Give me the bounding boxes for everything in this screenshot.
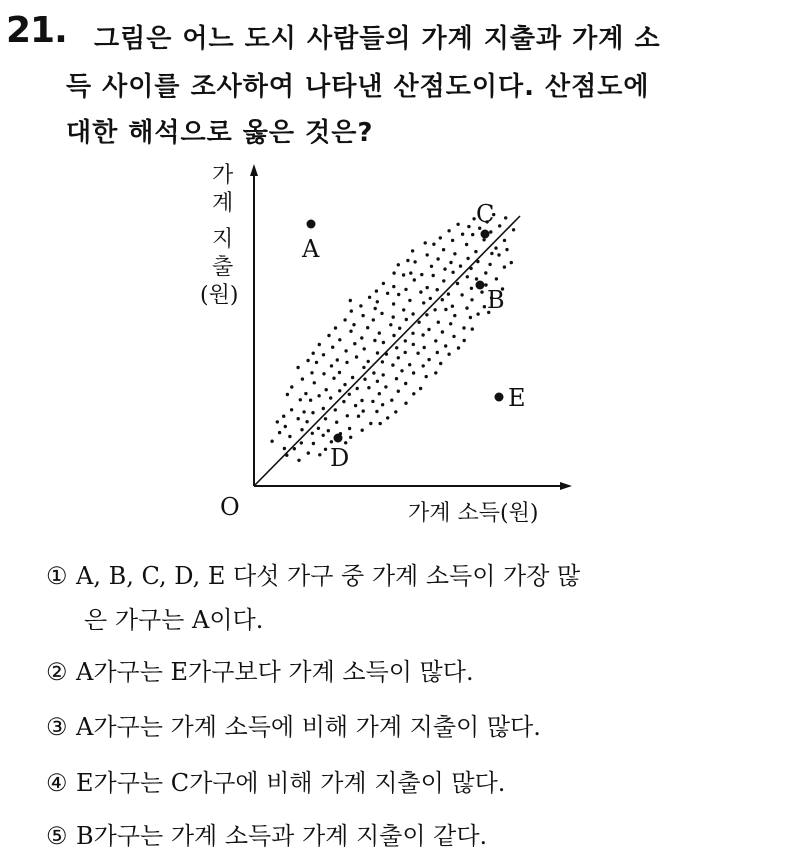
cloud-dot xyxy=(402,273,405,276)
cloud-dot xyxy=(306,359,309,362)
cloud-dot xyxy=(336,358,339,361)
cloud-dot xyxy=(376,380,379,383)
cloud-dot xyxy=(442,248,445,251)
cloud-dot xyxy=(404,288,407,291)
cloud-dot xyxy=(293,447,296,450)
cloud-dot xyxy=(300,441,303,444)
cloud-dot xyxy=(404,339,407,342)
cloud-dot xyxy=(421,333,424,336)
cloud-dot xyxy=(322,372,325,375)
cloud-dot xyxy=(425,375,428,378)
cloud-dot xyxy=(480,290,483,293)
choice-1-text: A, B, C, D, E 다섯 가구 중 가계 소득이 가장 많 xyxy=(76,562,581,590)
cloud-dot xyxy=(290,408,293,411)
cloud-dot xyxy=(382,282,385,285)
scatter-plot xyxy=(190,160,590,530)
cloud-dot xyxy=(439,236,442,239)
cloud-dot xyxy=(451,305,454,308)
cloud-dot xyxy=(433,308,436,311)
cloud-dot xyxy=(361,429,364,432)
cloud-dot xyxy=(427,358,430,361)
cloud-dot xyxy=(425,313,428,316)
cloud-dot xyxy=(411,312,414,315)
question-number: 21. xyxy=(6,10,67,51)
y-axis-label-char: 계 xyxy=(212,191,234,216)
cloud-dot xyxy=(441,298,444,301)
cloud-dot xyxy=(297,459,300,462)
cloud-dot xyxy=(382,373,385,376)
question-text-line-2: 득 사이를 조사하여 나타낸 산점도이다. 산점도에 xyxy=(66,72,650,102)
cloud-dot xyxy=(366,326,369,329)
cloud-dot xyxy=(331,346,334,349)
cloud-dot xyxy=(313,381,316,384)
cloud-dot xyxy=(349,330,352,333)
cloud-dot xyxy=(412,343,415,346)
cloud-dot xyxy=(330,440,333,443)
cloud-dot xyxy=(311,432,314,435)
cloud-dot xyxy=(315,361,318,364)
point-d-label: D xyxy=(330,444,350,472)
cloud-dot xyxy=(412,392,415,395)
cloud-dot xyxy=(363,347,366,350)
cloud-dot xyxy=(338,338,341,341)
cloud-dot xyxy=(338,371,341,374)
cloud-dot xyxy=(436,288,439,291)
cloud-dot xyxy=(495,277,498,280)
cloud-dot xyxy=(386,292,389,295)
cloud-dot xyxy=(317,394,320,397)
cloud-dot xyxy=(456,223,459,226)
trend-line xyxy=(254,216,520,486)
cloud-dot xyxy=(489,230,492,233)
cloud-dot xyxy=(392,285,395,288)
cloud-dot xyxy=(380,312,383,315)
cloud-dot xyxy=(441,330,444,333)
cloud-dot xyxy=(372,318,375,321)
cloud-dot xyxy=(409,271,412,274)
cloud-dot xyxy=(471,327,474,330)
cloud-dot xyxy=(351,376,354,379)
cloud-dot xyxy=(392,302,395,305)
cloud-dot xyxy=(327,334,330,337)
cloud-dot xyxy=(451,239,454,242)
cloud-dot xyxy=(360,399,363,402)
cloud-dot xyxy=(397,390,400,393)
cloud-dot xyxy=(488,263,491,266)
cloud-dot xyxy=(322,434,325,437)
cloud-dot xyxy=(394,410,397,413)
cloud-dot xyxy=(476,312,479,315)
choice-5-text: B가구는 가계 소득과 가계 지출이 같다. xyxy=(76,822,488,850)
cloud-dot xyxy=(374,307,377,310)
cloud-dot xyxy=(470,298,473,301)
cloud-dot xyxy=(483,305,486,308)
cloud-dot xyxy=(470,287,473,290)
choice-1-mark: ① xyxy=(46,562,68,590)
cloud-dot xyxy=(402,308,405,311)
y-axis-arrow xyxy=(250,164,258,176)
point-c-label: C xyxy=(476,200,495,228)
cloud-dot xyxy=(424,241,427,244)
cloud-dot xyxy=(357,415,360,418)
cloud-dot xyxy=(361,314,364,317)
cloud-dot xyxy=(330,364,333,367)
y-axis-label-char: 지 xyxy=(212,227,234,252)
cloud-dot xyxy=(463,339,466,342)
cloud-dot xyxy=(395,377,398,380)
cloud-dot xyxy=(318,343,321,346)
cloud-dot xyxy=(299,398,302,401)
choice-2-text: A가구는 E가구보다 가계 소득이 많다. xyxy=(76,658,474,686)
cloud-dot xyxy=(423,346,426,349)
cloud-dot xyxy=(451,271,454,274)
cloud-dot xyxy=(349,299,352,302)
cloud-dot xyxy=(434,339,437,342)
cloud-dot xyxy=(497,253,500,256)
cloud-dot xyxy=(459,264,462,267)
cloud-dot xyxy=(456,282,459,285)
cloud-dot xyxy=(322,353,325,356)
cloud-dot xyxy=(325,388,328,391)
cloud-dot xyxy=(404,351,407,354)
cloud-dot xyxy=(444,308,447,311)
cloud-dot xyxy=(329,396,332,399)
cloud-dot xyxy=(381,403,384,406)
cloud-dot xyxy=(395,346,398,349)
cloud-dot xyxy=(389,323,392,326)
cloud-dot xyxy=(465,306,468,309)
cloud-dot xyxy=(461,233,464,236)
cloud-dot xyxy=(436,351,439,354)
choice-4-text: E가구는 C가구에 비해 가계 지출이 많다. xyxy=(76,769,506,797)
cloud-dot xyxy=(309,399,312,402)
cloud-dot xyxy=(386,416,389,419)
choice-1-continued xyxy=(84,600,263,635)
cloud-dot xyxy=(457,346,460,349)
cloud-dot xyxy=(312,442,315,445)
question-text-line-1: 그림은 어느 도시 사람들의 가계 지출과 가계 소 xyxy=(94,24,661,54)
cloud-dot xyxy=(404,382,407,385)
cloud-dot xyxy=(447,353,450,356)
cloud-dot xyxy=(348,427,351,430)
point-e-label: E xyxy=(508,384,526,412)
cloud-dot xyxy=(466,275,469,278)
cloud-dot xyxy=(494,246,497,249)
point-c xyxy=(481,230,490,239)
cloud-dot xyxy=(429,297,432,300)
cloud-dot xyxy=(318,453,321,456)
cloud-dot xyxy=(367,360,370,363)
cloud-dot xyxy=(484,271,487,274)
cloud-dot xyxy=(392,315,395,318)
cloud-dot xyxy=(302,410,305,413)
cloud-dot xyxy=(354,404,357,407)
cloud-dot xyxy=(443,267,446,270)
cloud-dot xyxy=(408,299,411,302)
cloud-dot xyxy=(342,400,345,403)
choice-2-mark: ② xyxy=(46,658,68,686)
point-a-label: A xyxy=(302,235,320,263)
cloud-dot xyxy=(449,261,452,264)
x-axis-arrow xyxy=(560,482,572,490)
cloud-dot xyxy=(449,322,452,325)
cloud-dot xyxy=(284,425,287,428)
cloud-dot xyxy=(353,342,356,345)
point-b-label: B xyxy=(487,286,505,314)
cloud-dot xyxy=(397,293,400,296)
cloud-dot xyxy=(432,274,435,277)
cloud-dot xyxy=(422,364,425,367)
cloud-dot xyxy=(310,371,313,374)
cloud-dot xyxy=(378,331,381,334)
cloud-dot xyxy=(442,279,445,282)
cloud-dot xyxy=(412,371,415,374)
cloud-dot xyxy=(498,224,501,227)
cloud-dot xyxy=(469,316,472,319)
cloud-dot xyxy=(413,278,416,281)
cloud-dot xyxy=(447,292,450,295)
cloud-dot xyxy=(270,440,273,443)
cloud-dot xyxy=(426,253,429,256)
cloud-dot xyxy=(355,355,358,358)
cloud-dot xyxy=(452,335,455,338)
y-axis-label-char: 출 xyxy=(212,255,234,280)
cloud-dot xyxy=(465,243,468,246)
cloud-dot xyxy=(327,429,330,432)
cloud-dot xyxy=(420,273,423,276)
cloud-dot xyxy=(430,265,433,268)
cloud-dot xyxy=(422,301,425,304)
choice-1[interactable] xyxy=(46,556,580,591)
cloud-dot xyxy=(346,414,349,417)
cloud-dot xyxy=(305,420,308,423)
cloud-dot xyxy=(436,257,439,260)
cloud-dot xyxy=(505,248,508,251)
cloud-dot xyxy=(432,243,435,246)
cloud-dot xyxy=(375,289,378,292)
cloud-dot xyxy=(348,393,351,396)
cloud-dot xyxy=(406,259,409,262)
cloud-dot xyxy=(419,387,422,390)
cloud-dot xyxy=(344,349,347,352)
cloud-dot xyxy=(286,393,289,396)
cloud-dot xyxy=(482,238,485,241)
cloud-dot xyxy=(392,334,395,337)
cloud-dot xyxy=(466,257,469,260)
cloud-dot xyxy=(460,293,463,296)
cloud-dot xyxy=(453,314,456,317)
cloud-dot xyxy=(503,265,506,268)
choice-3[interactable] xyxy=(46,707,541,742)
cloud-dot xyxy=(311,411,314,414)
choice-1-text-continued: 은 가구는 A이다. xyxy=(84,606,264,634)
cloud-dot xyxy=(384,385,387,388)
cloud-dot xyxy=(317,427,320,430)
cloud-dot xyxy=(381,360,384,363)
cloud-dot xyxy=(372,371,375,374)
origin-label: O xyxy=(220,493,240,521)
cloud-dot xyxy=(398,327,401,330)
cloud-dot xyxy=(490,252,493,255)
cloud-dot xyxy=(417,321,420,324)
cloud-dot xyxy=(307,451,310,454)
cloud-dot xyxy=(332,377,335,380)
point-a xyxy=(307,220,316,229)
cloud-dot xyxy=(304,392,307,395)
cloud-dot xyxy=(426,286,429,289)
cloud-dot xyxy=(416,352,419,355)
cloud-dot xyxy=(356,387,359,390)
cloud-dot xyxy=(352,323,355,326)
point-d xyxy=(334,434,343,443)
cloud-dot xyxy=(350,309,353,312)
cloud-dot xyxy=(349,436,352,439)
cloud-dot xyxy=(510,261,513,264)
cloud-dot xyxy=(391,363,394,366)
choice-5[interactable] xyxy=(46,816,487,851)
cloud-dot xyxy=(378,392,381,395)
choice-3-mark: ③ xyxy=(46,713,68,741)
cloud-dot xyxy=(376,300,379,303)
cloud-dot xyxy=(413,260,416,263)
cloud-dot xyxy=(397,263,400,266)
cloud-dot xyxy=(296,366,299,369)
cloud-dot xyxy=(405,318,408,321)
cloud-dot xyxy=(397,356,400,359)
cloud-dot xyxy=(504,216,507,219)
choice-2[interactable] xyxy=(46,652,474,687)
cloud-dot xyxy=(288,435,291,438)
cloud-dot xyxy=(324,448,327,451)
cloud-dot xyxy=(434,371,437,374)
cloud-dot xyxy=(375,410,378,413)
cloud-dot xyxy=(400,369,403,372)
cloud-dot xyxy=(301,377,304,380)
cloud-dot xyxy=(411,332,414,335)
choice-3-text: A가구는 가계 소득에 비해 가계 지출이 많다. xyxy=(76,713,541,741)
cloud-dot xyxy=(290,385,293,388)
cloud-dot xyxy=(371,400,374,403)
cloud-dot xyxy=(343,318,346,321)
cloud-dot xyxy=(276,420,279,423)
cloud-dot xyxy=(297,417,300,420)
cloud-dot xyxy=(447,229,450,232)
point-b xyxy=(476,281,485,290)
point-e xyxy=(495,393,504,402)
cloud-dot xyxy=(411,249,414,252)
cloud-dot xyxy=(312,352,315,355)
cloud-dot xyxy=(282,415,285,418)
cloud-dot xyxy=(462,326,465,329)
cloud-dot xyxy=(475,277,478,280)
cloud-dot xyxy=(362,366,365,369)
cloud-dot xyxy=(300,428,303,431)
cloud-dot xyxy=(278,431,281,434)
cloud-dot xyxy=(419,290,422,293)
cloud-dot xyxy=(474,250,477,253)
cloud-dot xyxy=(439,362,442,365)
cloud-dot xyxy=(367,386,370,389)
choice-4[interactable] xyxy=(46,763,505,798)
cloud-dot xyxy=(392,271,395,274)
x-axis-label: 가계 소득(원) xyxy=(408,501,539,526)
cloud-dot xyxy=(408,363,411,366)
choice-5-mark: ⑤ xyxy=(46,822,68,850)
cloud-dot xyxy=(324,417,327,420)
cloud-dot xyxy=(334,326,337,329)
cloud-dot xyxy=(369,422,372,425)
y-axis-label-char: (원) xyxy=(200,283,239,308)
cloud-dot xyxy=(467,225,470,228)
cloud-dot xyxy=(382,341,385,344)
cloud-dot xyxy=(345,361,348,364)
cloud-dot xyxy=(379,422,382,425)
cloud-dot xyxy=(471,233,474,236)
cloud-dot xyxy=(437,321,440,324)
cloud-dot xyxy=(360,336,363,339)
cloud-dot xyxy=(444,344,447,347)
cloud-dot xyxy=(362,409,365,412)
cloud-dot xyxy=(453,252,456,255)
cloud-dot xyxy=(404,402,407,405)
cloud-dot xyxy=(376,351,379,354)
cloud-dot xyxy=(338,389,341,392)
y-axis-label-char: 가 xyxy=(212,163,234,188)
cloud-dot xyxy=(334,408,337,411)
cloud-dot xyxy=(363,378,366,381)
cloud-dot xyxy=(512,228,515,231)
question-text-line-3: 대한 해석으로 옳은 것은? xyxy=(66,118,374,148)
cloud-dot xyxy=(322,407,325,410)
cloud-dot xyxy=(427,328,430,331)
cloud-dot xyxy=(390,399,393,402)
cloud-dot xyxy=(359,304,362,307)
cloud-dot xyxy=(283,447,286,450)
cloud-dot xyxy=(335,421,338,424)
cloud-dot xyxy=(368,296,371,299)
choice-4-mark: ④ xyxy=(46,769,68,797)
cloud-dot xyxy=(373,339,376,342)
cloud-dot xyxy=(343,383,346,386)
cloud-dot xyxy=(503,239,506,242)
